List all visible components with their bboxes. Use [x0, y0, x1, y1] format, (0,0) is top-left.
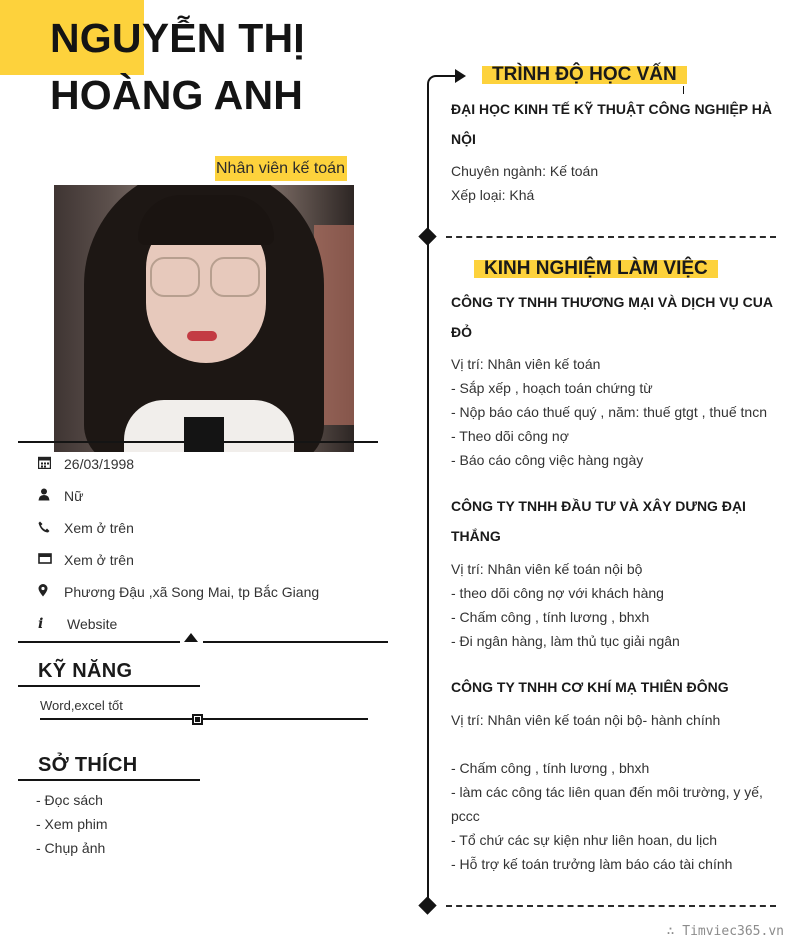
email-icon	[38, 553, 64, 567]
job-company	[451, 491, 781, 551]
contact-phone	[38, 518, 134, 538]
contact-bottom-divider-right	[203, 641, 388, 643]
photo-collar-dark	[184, 417, 224, 452]
experience-title: KINH NGHIỆM LÀM VIỆC	[474, 256, 718, 282]
section-dashed-divider	[446, 236, 776, 238]
company-line: THẮNG	[451, 528, 501, 544]
timeline-vertical-line	[427, 100, 429, 905]
job-details	[451, 557, 781, 653]
contact-text: Nữ	[64, 488, 84, 504]
skill-level-handle[interactable]	[192, 714, 203, 725]
hobbies-list	[36, 788, 108, 860]
divider-triangle-icon	[184, 633, 198, 642]
job-line: pccc	[451, 808, 480, 824]
contact-address	[38, 582, 319, 602]
timeline-arrow-icon	[455, 69, 466, 83]
job-company	[451, 672, 781, 702]
hobby-item: - Chụp ảnh	[36, 840, 106, 856]
skill-level-fill	[40, 718, 192, 720]
company-line: CÔNG TY TNHH THƯƠNG MẠI VÀ DỊCH VỤ CUA	[451, 294, 773, 310]
company-line: CÔNG TY TNHH CƠ KHÍ MẠ THIÊN ĐÔNG	[451, 679, 729, 695]
timeline-diamond-icon	[418, 227, 436, 245]
photo-bangs	[138, 195, 274, 245]
name-line-1: NGUYỄN THỊ	[50, 15, 305, 61]
job-details	[451, 708, 781, 876]
job-company	[451, 287, 781, 347]
job-line: - Hỗ trợ kế toán trưởng làm báo cáo tài chính	[451, 856, 733, 872]
job-line: - Nộp báo cáo thuế quý , năm: thuế gtgt , thuế tncn	[451, 404, 767, 420]
info-icon: i	[38, 616, 44, 632]
job-line: - Tổ chứ các sự kiện như liên hoan, du lịch	[451, 832, 717, 848]
contact-text: Phương Đậu ,xã Song Mai, tp Bắc Giang	[64, 584, 320, 600]
hobbies-title-underline	[18, 779, 200, 781]
job-details	[451, 352, 781, 472]
calendar-icon	[38, 456, 64, 472]
photo-glasses-right	[210, 257, 260, 297]
phone-icon	[38, 521, 64, 536]
job-line: - Theo dõi công nợ	[451, 428, 569, 444]
job-line	[451, 732, 781, 756]
education-details	[451, 159, 781, 207]
education-school	[451, 94, 781, 154]
job-line: - Đi ngân hàng, làm thủ tục giải ngân	[451, 633, 680, 649]
job-line: Vị trí: Nhân viên kế toán nội bộ- hành chính	[451, 712, 721, 728]
company-line: CÔNG TY TNHH ĐẦU TƯ VÀ XÂY DƯNG ĐẠI	[451, 498, 746, 514]
job-title: Nhân viên kế toán	[215, 156, 347, 181]
education-title: TRÌNH ĐỘ HỌC VẤN	[482, 62, 687, 88]
skills-title: KỸ NĂNG	[38, 660, 133, 682]
photo-glasses-left	[150, 257, 200, 297]
job-line: - theo dõi công nợ với khách hàng	[451, 585, 664, 601]
section-dashed-divider	[446, 905, 776, 907]
footer-watermark: ∴ Timviec365.vn	[666, 924, 784, 939]
job-line: Vị trí: Nhân viên kế toán nội bộ	[451, 561, 643, 577]
contact-top-divider	[18, 441, 378, 443]
contact-text[interactable]: Website	[67, 616, 118, 632]
skill-level-track	[198, 718, 368, 720]
skills-title-underline	[18, 685, 200, 687]
contact-text: Xem ở trên	[64, 520, 134, 536]
company-line: ĐỎ	[451, 324, 472, 340]
profile-photo	[54, 185, 354, 452]
photo-lips	[187, 331, 217, 341]
contact-gender	[38, 486, 83, 506]
contact-birthdate	[38, 454, 134, 474]
job-line: - Chấm công , tính lương , bhxh	[451, 760, 650, 776]
education-grade: Xếp loại: Khá	[451, 187, 535, 203]
hobby-item: - Xem phim	[36, 816, 108, 832]
name-line-2: HOÀNG ANH	[50, 72, 304, 118]
skill-item: Word,excel tốt	[40, 698, 123, 713]
job-line: - Chấm công , tính lương , bhxh	[451, 609, 650, 625]
timeline-diamond-icon	[418, 896, 436, 914]
contact-email	[38, 550, 134, 570]
job-line: - làm các công tác liên quan đến môi trường, y yế,	[451, 784, 763, 800]
contact-website[interactable]	[38, 614, 117, 634]
contact-text: 26/03/1998	[64, 456, 135, 472]
text-cursor-mark	[683, 86, 684, 94]
job-line: Vị trí: Nhân viên kế toán	[451, 356, 601, 372]
education-major: Chuyên ngành: Kế toán	[451, 163, 599, 179]
contact-bottom-divider-left	[18, 641, 180, 643]
hobby-item: - Đọc sách	[36, 792, 103, 808]
contact-text: Xem ở trên	[64, 552, 134, 568]
job-line: - Báo cáo công việc hàng ngày	[451, 452, 644, 468]
school-line: NỘI	[451, 131, 476, 147]
job-line: - Sắp xếp , hoạch toán chứng từ	[451, 380, 653, 396]
hobbies-title: SỞ THÍCH	[38, 754, 138, 776]
map-pin-icon	[38, 584, 64, 600]
school-line: ĐẠI HỌC KINH TẾ KỸ THUẬT CÔNG NGHIỆP HÀ	[451, 101, 772, 117]
person-icon	[38, 488, 64, 504]
candidate-name	[50, 10, 305, 124]
